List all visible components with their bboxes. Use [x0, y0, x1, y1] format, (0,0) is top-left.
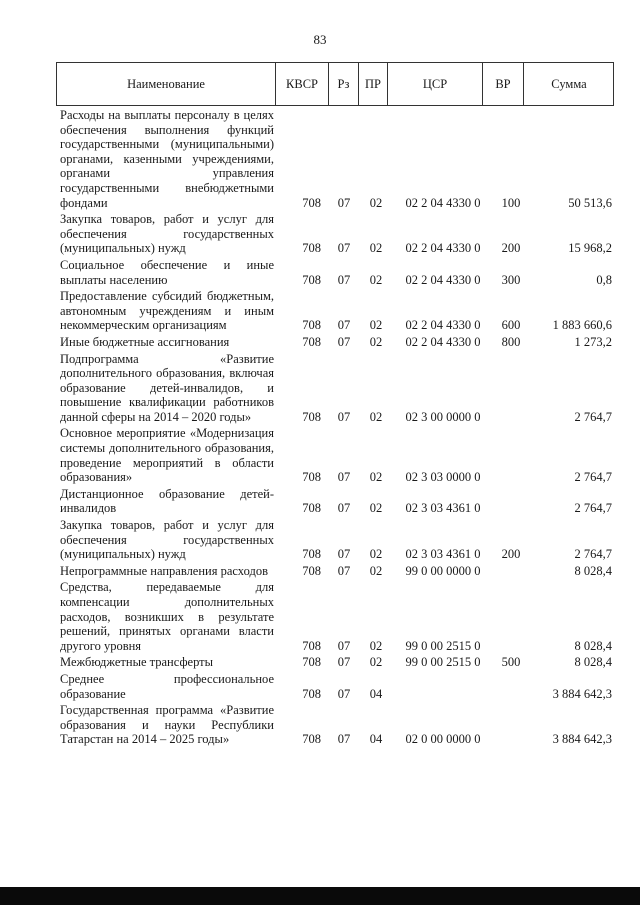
row-sum: 8 028,4	[574, 563, 612, 578]
row-pr: 02	[369, 318, 383, 333]
row-sum: 8 028,4	[574, 655, 612, 670]
table-row	[60, 258, 612, 287]
row-name: Закупка товаров, работ и услуг для обеспечения государственных (муниципальных) нужд	[60, 212, 274, 256]
row-pr: 02	[369, 655, 383, 670]
table-row	[60, 487, 612, 516]
row-sum: 3 884 642,3	[552, 686, 612, 701]
row-kvsr: 708	[302, 732, 321, 747]
row-rz: 07	[337, 655, 351, 670]
row-name: Иные бюджетные ассигнования	[60, 334, 230, 349]
row-pr: 02	[369, 638, 383, 653]
row-kvsr: 708	[302, 409, 321, 424]
row-csr: 02 2 04 4330 0	[405, 272, 481, 287]
row-vr: 300	[501, 272, 521, 287]
row-kvsr: 708	[302, 272, 321, 287]
row-name: Основное мероприятие «Модернизация системы дополнительного образования, проведение мероприятий в области образования»	[60, 426, 274, 485]
header-kvsr: КВСР	[286, 77, 318, 91]
header-vr: ВР	[495, 77, 511, 91]
row-kvsr: 708	[302, 334, 321, 349]
row-kvsr: 708	[302, 563, 321, 578]
row-pr: 02	[369, 334, 383, 349]
row-pr: 02	[369, 563, 383, 578]
row-name: Непрограммные направления расходов	[60, 563, 268, 578]
row-rz: 07	[337, 501, 351, 516]
row-sum: 1 273,2	[574, 334, 612, 349]
row-csr: 02 3 03 0000 0	[405, 470, 481, 485]
row-csr: 02 2 04 4330 0	[405, 318, 481, 333]
row-rz: 07	[337, 272, 351, 287]
row-sum: 0,8	[596, 272, 612, 287]
row-name: Межбюджетные трансферты	[60, 655, 214, 670]
table-row	[60, 335, 612, 350]
table-row	[60, 703, 612, 747]
row-kvsr: 708	[302, 547, 321, 562]
header-sum: Сумма	[551, 77, 587, 91]
row-pr: 04	[369, 732, 383, 747]
scan-edge	[0, 887, 640, 905]
row-sum: 8 028,4	[574, 638, 612, 653]
row-rz: 07	[337, 563, 351, 578]
row-name: Расходы на выплаты персоналу в целях обеспечения выполнения функций государственными (муниципальными) органами, казенными учреждениями, органами управления государственными внебюджетными фондами	[60, 108, 274, 210]
row-csr: 99 0 00 2515 0	[405, 655, 481, 670]
row-kvsr: 708	[302, 470, 321, 485]
table-row	[60, 564, 612, 579]
table-row	[60, 426, 612, 484]
row-pr: 04	[369, 686, 383, 701]
row-rz: 07	[337, 547, 351, 562]
page-number: 83	[313, 32, 327, 47]
row-kvsr: 708	[302, 318, 321, 333]
row-vr: 500	[501, 655, 521, 670]
row-vr: 200	[501, 241, 521, 256]
row-name: Предоставление субсидий бюджетным, автономным учреждениям и иным некоммерческим организациям	[60, 289, 274, 333]
table-row	[60, 655, 612, 670]
row-kvsr: 708	[302, 501, 321, 516]
row-rz: 07	[337, 409, 351, 424]
row-name: Социальное обеспечение и иные выплаты населению	[60, 257, 274, 287]
row-rz: 07	[337, 241, 351, 256]
row-name: Подпрограмма «Развитие дополнительного образования, включая образование детей-инвалидов, и повышение квалификации работников данной сферы на 2014 – 2020 годы»	[60, 351, 274, 424]
row-rz: 07	[337, 318, 351, 333]
row-pr: 02	[369, 241, 383, 256]
header-rz: Рз	[337, 77, 350, 91]
row-vr: 600	[501, 318, 521, 333]
row-csr: 99 0 00 2515 0	[405, 638, 481, 653]
row-pr: 02	[369, 409, 383, 424]
row-kvsr: 708	[302, 686, 321, 701]
header-pr: ПР	[365, 77, 381, 91]
row-pr: 02	[369, 470, 383, 485]
row-csr: 02 3 00 0000 0	[405, 409, 481, 424]
row-sum: 2 764,7	[574, 470, 612, 485]
table-row	[60, 672, 612, 701]
row-sum: 2 764,7	[574, 409, 612, 424]
row-rz: 07	[337, 638, 351, 653]
row-sum: 2 764,7	[574, 501, 612, 516]
row-vr: 200	[501, 547, 521, 562]
row-rz: 07	[337, 686, 351, 701]
row-sum: 50 513,6	[568, 195, 612, 210]
row-vr: 800	[501, 334, 521, 349]
row-csr: 02 2 04 4330 0	[405, 334, 481, 349]
row-name: Закупка товаров, работ и услуг для обеспечения государственных (муниципальных) нужд	[60, 518, 274, 562]
row-name: Дистанционное образование детей-инвалидов	[60, 486, 274, 516]
row-csr: 02 3 03 4361 0	[405, 501, 481, 516]
table-row	[60, 289, 612, 333]
table-row	[60, 352, 612, 425]
table-header	[56, 62, 614, 106]
row-kvsr: 708	[302, 195, 321, 210]
row-kvsr: 708	[302, 638, 321, 653]
row-name: Среднее профессиональное образование	[60, 671, 274, 701]
table-row	[60, 580, 612, 653]
row-name: Средства, передаваемые для компенсации дополнительных расходов, возникших в результате решений, принятых органами власти другого уровня	[60, 580, 274, 653]
row-csr: 02 0 00 0000 0	[405, 732, 481, 747]
row-name: Государственная программа «Развитие образования и науки Республики Татарстан на 2014 – 2025 годы»	[60, 703, 274, 747]
table-body	[60, 108, 612, 749]
row-rz: 07	[337, 732, 351, 747]
row-vr: 100	[501, 195, 521, 210]
header-name: Наименование	[127, 77, 205, 91]
row-kvsr: 708	[302, 655, 321, 670]
row-sum: 2 764,7	[574, 547, 612, 562]
row-sum: 15 968,2	[568, 241, 612, 256]
row-rz: 07	[337, 334, 351, 349]
header-csr: ЦСР	[422, 77, 448, 91]
table-row	[60, 108, 612, 210]
table-row	[60, 518, 612, 562]
row-pr: 02	[369, 547, 383, 562]
table-row	[60, 212, 612, 256]
row-csr: 02 2 04 4330 0	[405, 195, 481, 210]
row-rz: 07	[337, 195, 351, 210]
row-sum: 3 884 642,3	[552, 732, 612, 747]
row-csr: 02 3 03 4361 0	[405, 547, 481, 562]
row-rz: 07	[337, 470, 351, 485]
row-pr: 02	[369, 501, 383, 516]
row-pr: 02	[369, 195, 383, 210]
row-pr: 02	[369, 272, 383, 287]
row-csr: 02 2 04 4330 0	[405, 241, 481, 256]
row-csr: 99 0 00 0000 0	[405, 563, 481, 578]
row-sum: 1 883 660,6	[552, 318, 612, 333]
row-kvsr: 708	[302, 241, 321, 256]
